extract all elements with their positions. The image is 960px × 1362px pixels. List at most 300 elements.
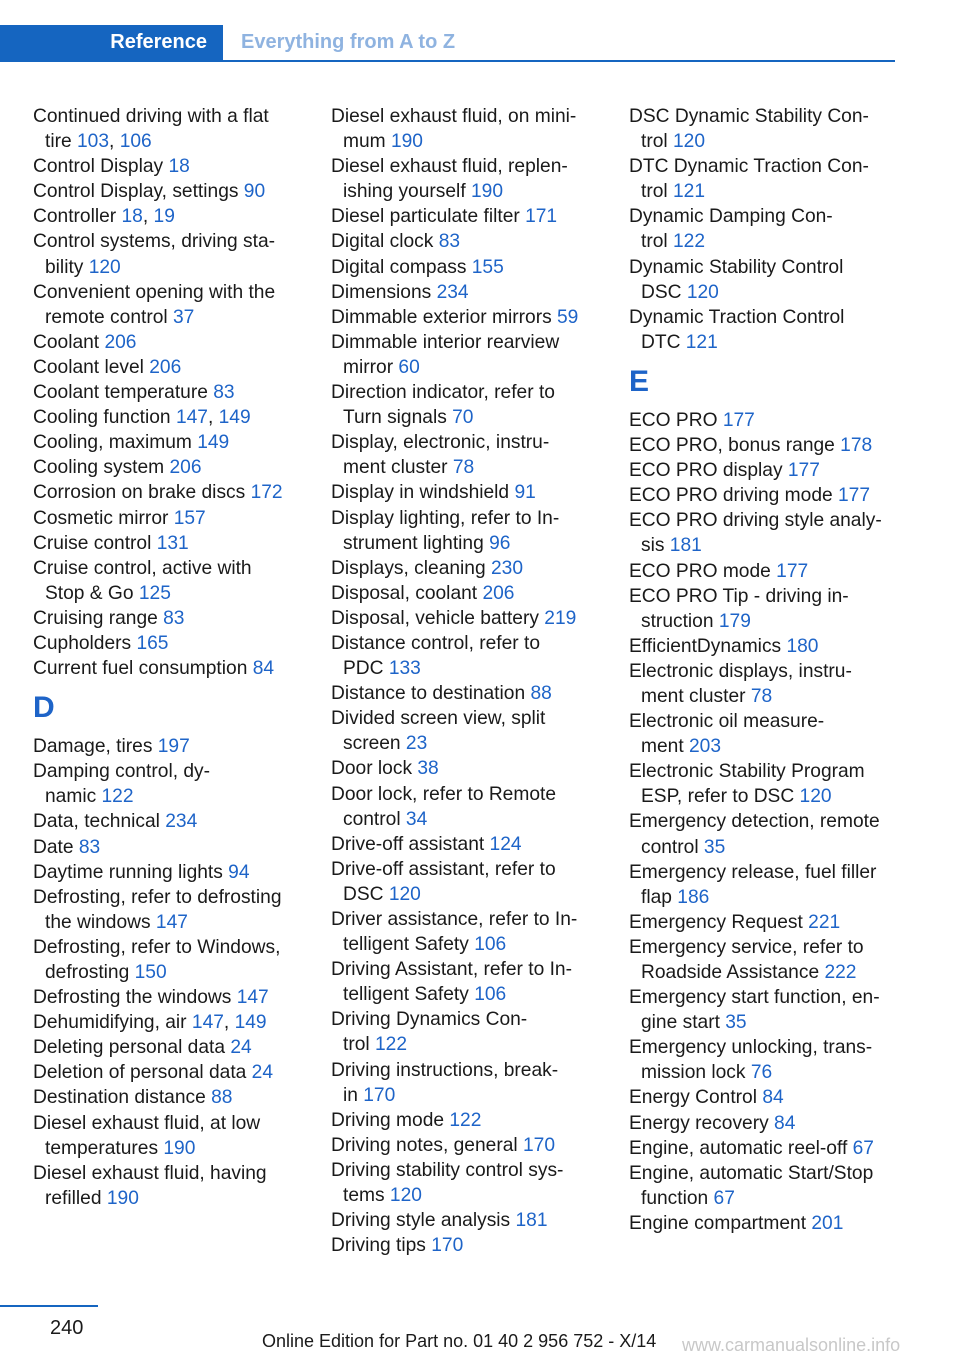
index-entry-text: function bbox=[641, 1187, 714, 1209]
index-entry bbox=[629, 433, 914, 458]
index-entry-line bbox=[33, 280, 318, 305]
page-reference-link[interactable]: 19 bbox=[153, 206, 175, 228]
index-entry-text: Damage, tires bbox=[33, 736, 158, 758]
page-reference-link[interactable]: 177 bbox=[787, 460, 820, 482]
index-entry bbox=[629, 458, 914, 483]
index-entry-line bbox=[331, 1233, 616, 1258]
page-reference-link[interactable]: 206 bbox=[482, 582, 515, 604]
section-tab-reference[interactable]: Reference bbox=[0, 25, 223, 60]
index-entry-line bbox=[331, 179, 616, 204]
page-reference-link[interactable]: 131 bbox=[156, 532, 189, 554]
page-reference-link[interactable]: 76 bbox=[750, 1062, 773, 1084]
index-entry bbox=[33, 885, 318, 935]
index-entry-line bbox=[331, 405, 616, 430]
page-reference-link[interactable]: 59 bbox=[557, 306, 579, 328]
index-entry-text: DTC Dynamic Traction Con- bbox=[629, 156, 869, 178]
page-reference-link[interactable]: 222 bbox=[824, 962, 857, 983]
footer-rule bbox=[0, 1305, 98, 1307]
page-reference-link[interactable]: 147 bbox=[155, 911, 188, 933]
index-entry-line bbox=[629, 1060, 914, 1085]
index-column-3 bbox=[629, 104, 914, 1236]
index-entry bbox=[33, 506, 318, 531]
index-entry-line bbox=[331, 355, 616, 380]
index-entry-text: Dynamic Traction Control bbox=[629, 306, 845, 328]
page-reference-link[interactable]: 18 bbox=[121, 206, 143, 228]
index-entry bbox=[33, 606, 318, 631]
index-entry-line bbox=[33, 606, 318, 631]
index-entry-line bbox=[33, 835, 318, 860]
index-entry-text: Emergency detection, remote bbox=[629, 811, 880, 833]
page-reference-link[interactable]: 150 bbox=[134, 962, 167, 983]
index-entry bbox=[629, 1085, 914, 1110]
page-reference-link[interactable]: 180 bbox=[786, 635, 819, 657]
index-entry-line bbox=[33, 935, 318, 960]
index-entry-text: Driving notes, general bbox=[331, 1134, 523, 1156]
index-entry-line bbox=[629, 255, 914, 280]
page-reference-link[interactable]: 186 bbox=[677, 886, 710, 908]
index-entry bbox=[629, 860, 914, 910]
index-entry bbox=[33, 531, 318, 556]
page-reference-link[interactable]: 149 bbox=[218, 407, 251, 429]
index-entry-text: Deleting personal data bbox=[33, 1037, 231, 1059]
page-reference-link[interactable]: 230 bbox=[490, 557, 523, 579]
page-reference-link[interactable]: 147 bbox=[236, 987, 269, 1009]
page-reference-link[interactable]: 170 bbox=[363, 1084, 396, 1106]
page-reference-link[interactable]: 122 bbox=[375, 1034, 408, 1056]
page-reference-link[interactable]: 35 bbox=[725, 1012, 747, 1034]
page-reference-link[interactable]: 78 bbox=[750, 685, 773, 707]
index-entry-text: Driving tips bbox=[331, 1235, 432, 1257]
index-entry-text: trol bbox=[641, 131, 673, 153]
index-entry bbox=[331, 1108, 616, 1133]
page-reference-link[interactable]: 179 bbox=[718, 610, 751, 632]
page-reference-link[interactable]: 206 bbox=[169, 457, 202, 479]
page-reference-link[interactable]: 120 bbox=[686, 281, 719, 303]
index-entry-line bbox=[331, 631, 616, 656]
page-reference-link[interactable]: 170 bbox=[522, 1134, 555, 1156]
index-entry bbox=[33, 985, 318, 1010]
index-entry-line bbox=[629, 734, 914, 759]
index-entry-line bbox=[629, 330, 914, 355]
index-entry-line bbox=[331, 857, 616, 882]
page-reference-link[interactable]: 219 bbox=[544, 607, 577, 629]
index-entry-line bbox=[33, 809, 318, 834]
watermark: www.carmanualsonline.info bbox=[682, 1335, 901, 1355]
page-reference-link[interactable]: 24 bbox=[230, 1037, 252, 1059]
index-entry-line bbox=[331, 1183, 616, 1208]
index-entry-text: Defrosting, refer to Windows, bbox=[33, 936, 281, 958]
index-entry-line bbox=[629, 634, 914, 659]
index-entry-line bbox=[33, 1186, 318, 1211]
index-entry-line bbox=[629, 809, 914, 834]
index-entry bbox=[33, 1060, 318, 1085]
index-entry bbox=[33, 355, 318, 380]
section-title[interactable]: Everything from A to Z bbox=[241, 31, 456, 53]
page-number: 240 bbox=[50, 1317, 84, 1339]
page-reference-link[interactable]: 190 bbox=[163, 1137, 196, 1159]
index-entry bbox=[331, 832, 616, 857]
index-entry bbox=[629, 634, 914, 659]
index-entry-text: Emergency Request bbox=[629, 911, 809, 933]
index-entry-line bbox=[331, 581, 616, 606]
index-entry-line bbox=[629, 154, 914, 179]
page-reference-link[interactable]: 88 bbox=[211, 1087, 233, 1109]
index-entry bbox=[331, 506, 616, 556]
page-reference-link[interactable]: 120 bbox=[799, 786, 832, 808]
index-entry-line bbox=[331, 380, 616, 405]
page-reference-link[interactable]: 171 bbox=[525, 206, 558, 228]
index-entry-line bbox=[629, 709, 914, 734]
page-reference-link[interactable]: 88 bbox=[530, 683, 552, 705]
index-entry-line bbox=[331, 1032, 616, 1057]
index-entry-line bbox=[629, 305, 914, 330]
index-entry bbox=[331, 104, 616, 154]
index-entry-line bbox=[331, 556, 616, 581]
index-entry-text: ECO PRO bbox=[629, 409, 723, 431]
index-entry-text: ECO PRO display bbox=[629, 460, 788, 482]
page-reference-link[interactable]: 23 bbox=[405, 733, 428, 755]
page-reference-link[interactable]: 203 bbox=[689, 736, 722, 758]
index-entry bbox=[33, 179, 318, 204]
index-entry-text: trol bbox=[641, 231, 673, 253]
page-reference-link[interactable]: 106 bbox=[119, 131, 152, 153]
index-entry-text: ECO PRO, bonus range bbox=[629, 435, 841, 457]
index-entry bbox=[33, 860, 318, 885]
index-entry-line bbox=[33, 305, 318, 330]
index-entry-text: Destination distance bbox=[33, 1087, 212, 1109]
page-reference-link[interactable]: 177 bbox=[722, 409, 755, 431]
page-reference-link[interactable]: 90 bbox=[243, 181, 266, 203]
page-reference-link[interactable]: 155 bbox=[471, 256, 504, 278]
index-entry-text: ment bbox=[641, 736, 689, 758]
index-entry-line bbox=[331, 1208, 616, 1233]
index-entry-text: Disposal, vehicle battery bbox=[331, 607, 545, 629]
index-entry-line bbox=[33, 734, 318, 759]
page-reference-link[interactable]: 121 bbox=[673, 181, 706, 203]
index-entry bbox=[33, 330, 318, 355]
page-reference-link[interactable]: 120 bbox=[673, 131, 706, 153]
index-entry-line bbox=[331, 255, 616, 280]
index-entry-text: DTC bbox=[641, 331, 686, 353]
index-entry-line bbox=[331, 957, 616, 982]
index-entry-line bbox=[33, 631, 318, 656]
page-reference-link[interactable]: 67 bbox=[852, 1137, 874, 1159]
index-entry-text: tems bbox=[343, 1185, 390, 1207]
index-entry bbox=[33, 1161, 318, 1211]
index-entry-line bbox=[33, 1111, 318, 1136]
index-entry bbox=[629, 1111, 914, 1136]
page-reference-link[interactable]: 181 bbox=[669, 535, 702, 557]
index-entry-line bbox=[629, 129, 914, 154]
index-entry-line bbox=[629, 910, 914, 935]
index-entry-line bbox=[629, 985, 914, 1010]
index-entry bbox=[33, 154, 318, 179]
page-reference-link[interactable]: 70 bbox=[452, 407, 474, 429]
index-entry-line bbox=[331, 982, 616, 1007]
page-reference-link[interactable]: 181 bbox=[515, 1210, 548, 1232]
page-reference-link[interactable]: 197 bbox=[157, 736, 190, 758]
page-reference-link[interactable]: 94 bbox=[228, 861, 250, 883]
page-reference-link[interactable]: 60 bbox=[398, 356, 420, 378]
index-entry-text: ishing yourself bbox=[343, 181, 471, 203]
index-entry-line bbox=[33, 910, 318, 935]
index-entry bbox=[629, 255, 914, 305]
page-reference-link[interactable]: 122 bbox=[673, 231, 706, 253]
page-header bbox=[0, 25, 895, 62]
page-reference-link[interactable]: 221 bbox=[808, 911, 841, 933]
index-entry bbox=[629, 584, 914, 634]
page-reference-link[interactable]: 18 bbox=[168, 156, 190, 178]
index-entry-text: refilled bbox=[45, 1187, 107, 1209]
page-reference-link[interactable]: 190 bbox=[470, 181, 503, 203]
page-reference-link[interactable]: 234 bbox=[436, 281, 469, 303]
page-reference-link[interactable]: 120 bbox=[389, 1185, 422, 1207]
index-entry-text: Display lighting, refer to In- bbox=[331, 507, 560, 529]
index-entry-text: temperatures bbox=[45, 1137, 164, 1159]
index-entry bbox=[331, 280, 616, 305]
page-reference-link[interactable]: 83 bbox=[213, 382, 235, 404]
page-reference-link[interactable]: 190 bbox=[106, 1187, 139, 1209]
page-reference-link[interactable]: 149 bbox=[197, 432, 230, 454]
page-reference-link[interactable]: 34 bbox=[405, 808, 428, 830]
index-entry bbox=[331, 330, 616, 380]
index-entry-line bbox=[331, 756, 616, 781]
index-entry-text: bility bbox=[45, 256, 89, 278]
index-entry bbox=[629, 709, 914, 759]
index-entry-text: Coolant level bbox=[33, 356, 150, 378]
index-entry bbox=[331, 1133, 616, 1158]
index-entry-text: Dimmable interior rearview bbox=[331, 331, 560, 353]
index-entry-line bbox=[331, 1007, 616, 1032]
index-entry-text: Electronic oil measure- bbox=[629, 711, 825, 733]
index-entry-text: ECO PRO Tip - driving in- bbox=[629, 585, 849, 607]
index-entry-line bbox=[629, 1035, 914, 1060]
page-reference-link[interactable]: 147 bbox=[191, 1012, 224, 1034]
index-entry-text: Data, technical bbox=[33, 811, 166, 833]
index-entry bbox=[629, 659, 914, 709]
index-entry-line bbox=[331, 882, 616, 907]
index-entry-line bbox=[33, 179, 318, 204]
index-entry-line: Dehumidifying, air 147, 149 bbox=[33, 1012, 267, 1034]
index-entry bbox=[629, 559, 914, 584]
index-entry-text: DSC Dynamic Stability Con- bbox=[629, 106, 869, 127]
index-entry-text: mirror bbox=[343, 356, 399, 378]
index-entry-text: Driving style analysis bbox=[331, 1210, 516, 1232]
index-entry-text: mum bbox=[343, 131, 391, 153]
index-entry-line bbox=[33, 104, 318, 129]
index-entry-line bbox=[33, 531, 318, 556]
index-entry bbox=[629, 408, 914, 433]
index-entry-text: PDC bbox=[343, 658, 389, 680]
page-reference-link[interactable]: 133 bbox=[388, 658, 421, 680]
page-reference-link[interactable]: 84 bbox=[774, 1112, 796, 1134]
index-entry-text: Driving Assistant, refer to In- bbox=[331, 959, 572, 981]
page-reference-link[interactable]: 35 bbox=[703, 836, 726, 858]
index-entry-line bbox=[33, 860, 318, 885]
index-entry-text: Divided screen view, split bbox=[331, 708, 546, 730]
page-reference-link[interactable]: 157 bbox=[173, 507, 206, 529]
page-reference-link[interactable]: 177 bbox=[776, 560, 809, 582]
index-entry-line bbox=[331, 832, 616, 857]
index-entry-line bbox=[331, 656, 616, 681]
index-entry-line bbox=[331, 305, 616, 330]
index-entry bbox=[331, 229, 616, 254]
index-entry-line bbox=[331, 731, 616, 756]
index-entry-text: Digital clock bbox=[331, 231, 439, 253]
index-entry-text: Roadside Assistance bbox=[641, 962, 825, 983]
index-entry bbox=[629, 1035, 914, 1085]
index-entry-line bbox=[629, 408, 914, 433]
index-entry-text: control bbox=[641, 836, 704, 858]
index-entry-text: Control Display, settings bbox=[33, 181, 244, 203]
page-reference-link[interactable]: 172 bbox=[250, 482, 283, 504]
index-entry-line bbox=[629, 1161, 914, 1186]
index-entry-line bbox=[331, 430, 616, 455]
page-reference-link[interactable]: 125 bbox=[138, 582, 171, 604]
index-entry-line bbox=[33, 430, 318, 455]
index-entry-line bbox=[33, 355, 318, 380]
index-entry-line bbox=[33, 1060, 318, 1085]
page-reference-link[interactable]: 84 bbox=[762, 1087, 784, 1109]
index-entry-text: Controller bbox=[33, 206, 122, 228]
index-entry bbox=[33, 104, 318, 154]
index-entry-line bbox=[629, 684, 914, 709]
index-entry-text: namic bbox=[45, 786, 102, 808]
index-entry-text: Diesel particulate filter bbox=[331, 206, 526, 228]
index-entry-text: Emergency unlocking, trans- bbox=[629, 1037, 873, 1059]
index-entry-text: Distance to destination bbox=[331, 683, 531, 705]
index-entry-text: DSC bbox=[641, 281, 687, 303]
page-reference-link[interactable]: 149 bbox=[234, 1012, 267, 1034]
page-reference-link[interactable]: 24 bbox=[251, 1062, 274, 1084]
index-entry bbox=[33, 455, 318, 480]
page-reference-link[interactable]: 201 bbox=[811, 1212, 844, 1234]
index-entry-line bbox=[33, 985, 318, 1010]
page-reference-link[interactable]: 124 bbox=[489, 833, 522, 855]
page-reference-link[interactable]: 165 bbox=[136, 632, 169, 654]
index-entry-line bbox=[629, 835, 914, 860]
page-reference-link[interactable]: 206 bbox=[149, 356, 182, 378]
index-entry bbox=[629, 935, 914, 985]
page-reference-link[interactable]: 106 bbox=[474, 984, 507, 1006]
index-entry-text: Cooling, maximum bbox=[33, 432, 198, 454]
page-reference-link[interactable]: 96 bbox=[489, 532, 511, 554]
index-entry-text: Door lock, refer to Remote bbox=[331, 783, 557, 805]
index-entry-line bbox=[33, 154, 318, 179]
index-entry-text: control bbox=[343, 808, 406, 830]
index-column-1 bbox=[33, 104, 318, 1211]
index-entry-line bbox=[33, 506, 318, 531]
index-entry-text: Diesel exhaust fluid, having bbox=[33, 1162, 267, 1184]
page-reference-link[interactable]: 83 bbox=[163, 607, 185, 629]
page-reference-link[interactable]: 78 bbox=[452, 457, 475, 479]
page-reference-link[interactable]: 170 bbox=[431, 1235, 464, 1257]
page-reference-link[interactable]: 38 bbox=[417, 758, 439, 780]
index-entry-text: Defrosting, refer to defrosting bbox=[33, 886, 282, 908]
index-entry-line: tire 103, 106 bbox=[45, 131, 152, 153]
index-entry-line bbox=[331, 1158, 616, 1183]
index-entry-line bbox=[629, 559, 914, 584]
index-entry-text: Door lock bbox=[331, 758, 418, 780]
index-entry-line bbox=[331, 129, 616, 154]
index-entry-text: DSC bbox=[343, 883, 389, 905]
index-entry-text: ECO PRO driving mode bbox=[629, 485, 839, 507]
page-reference-link[interactable]: 122 bbox=[449, 1109, 482, 1131]
page-reference-link[interactable]: 67 bbox=[713, 1187, 735, 1209]
index-entry-text: Digital compass bbox=[331, 256, 472, 278]
index-entry-line bbox=[629, 960, 914, 985]
index-entry-line bbox=[629, 1136, 914, 1161]
page-reference-link[interactable]: 121 bbox=[685, 331, 718, 353]
index-entry-line bbox=[629, 584, 914, 609]
page-reference-link[interactable]: 84 bbox=[252, 658, 275, 680]
index-entry-text: Distance control, refer to bbox=[331, 632, 541, 654]
page-reference-link[interactable]: 103 bbox=[77, 131, 110, 153]
page-reference-link[interactable]: 206 bbox=[104, 331, 137, 353]
index-entry-line bbox=[629, 1211, 914, 1236]
index-entry-text: Diesel exhaust fluid, on mini- bbox=[331, 106, 577, 127]
index-entry-line bbox=[331, 280, 616, 305]
index-entry bbox=[331, 631, 616, 681]
page-reference-link[interactable]: 83 bbox=[438, 231, 461, 253]
page-reference-link[interactable]: 91 bbox=[514, 482, 536, 504]
index-entry-text: Driving mode bbox=[331, 1109, 450, 1131]
index-entry-line bbox=[629, 1010, 914, 1035]
index-entry-line bbox=[33, 960, 318, 985]
index-entry-text: Control Display bbox=[33, 156, 169, 178]
index-entry-line bbox=[331, 1083, 616, 1108]
page-reference-link[interactable]: 83 bbox=[78, 836, 101, 858]
index-entry bbox=[331, 957, 616, 1007]
index-entry-text: Damping control, dy- bbox=[33, 761, 211, 783]
page-reference-link[interactable]: 190 bbox=[390, 131, 423, 153]
index-entry bbox=[331, 380, 616, 430]
page-reference-link[interactable]: 37 bbox=[172, 306, 195, 328]
index-entry-text: Continued driving with a flat bbox=[33, 106, 269, 127]
index-entry-text: Direction indicator, refer to bbox=[331, 382, 555, 404]
index-entry-text: Engine compartment bbox=[629, 1212, 812, 1234]
index-entry-line bbox=[331, 204, 616, 229]
index-entry-text: Control systems, driving sta- bbox=[33, 231, 276, 253]
index-entry bbox=[629, 154, 914, 204]
index-entry-text: sis bbox=[641, 535, 670, 557]
page-reference-link[interactable]: 178 bbox=[840, 435, 873, 457]
page-reference-link[interactable]: 122 bbox=[101, 786, 134, 808]
index-entry-line bbox=[33, 1161, 318, 1186]
index-entry bbox=[331, 255, 616, 280]
page-reference-link[interactable]: 106 bbox=[474, 934, 507, 956]
index-entry-line bbox=[331, 706, 616, 731]
index-entry-text: Dehumidifying, air bbox=[33, 1012, 192, 1034]
index-entry-text: Drive-off assistant bbox=[331, 833, 490, 855]
index-entry bbox=[629, 104, 914, 154]
index-entry-text: Diesel exhaust fluid, replen- bbox=[331, 156, 568, 178]
index-entry-line bbox=[33, 556, 318, 581]
index-entry-line bbox=[331, 229, 616, 254]
index-entry bbox=[629, 508, 914, 558]
index-entry bbox=[33, 1085, 318, 1110]
page-reference-link[interactable]: 234 bbox=[165, 811, 198, 833]
index-entry-text: remote control bbox=[45, 306, 173, 328]
index-entry-text: strument lighting bbox=[343, 532, 490, 554]
page-reference-link[interactable]: 120 bbox=[388, 883, 421, 905]
index-entry bbox=[331, 480, 616, 505]
page-reference-link[interactable]: 177 bbox=[838, 485, 871, 507]
page-reference-link[interactable]: 120 bbox=[88, 256, 121, 278]
index-entry-line bbox=[33, 255, 318, 280]
page-reference-link[interactable]: 147 bbox=[175, 407, 208, 429]
index-entry bbox=[629, 809, 914, 859]
